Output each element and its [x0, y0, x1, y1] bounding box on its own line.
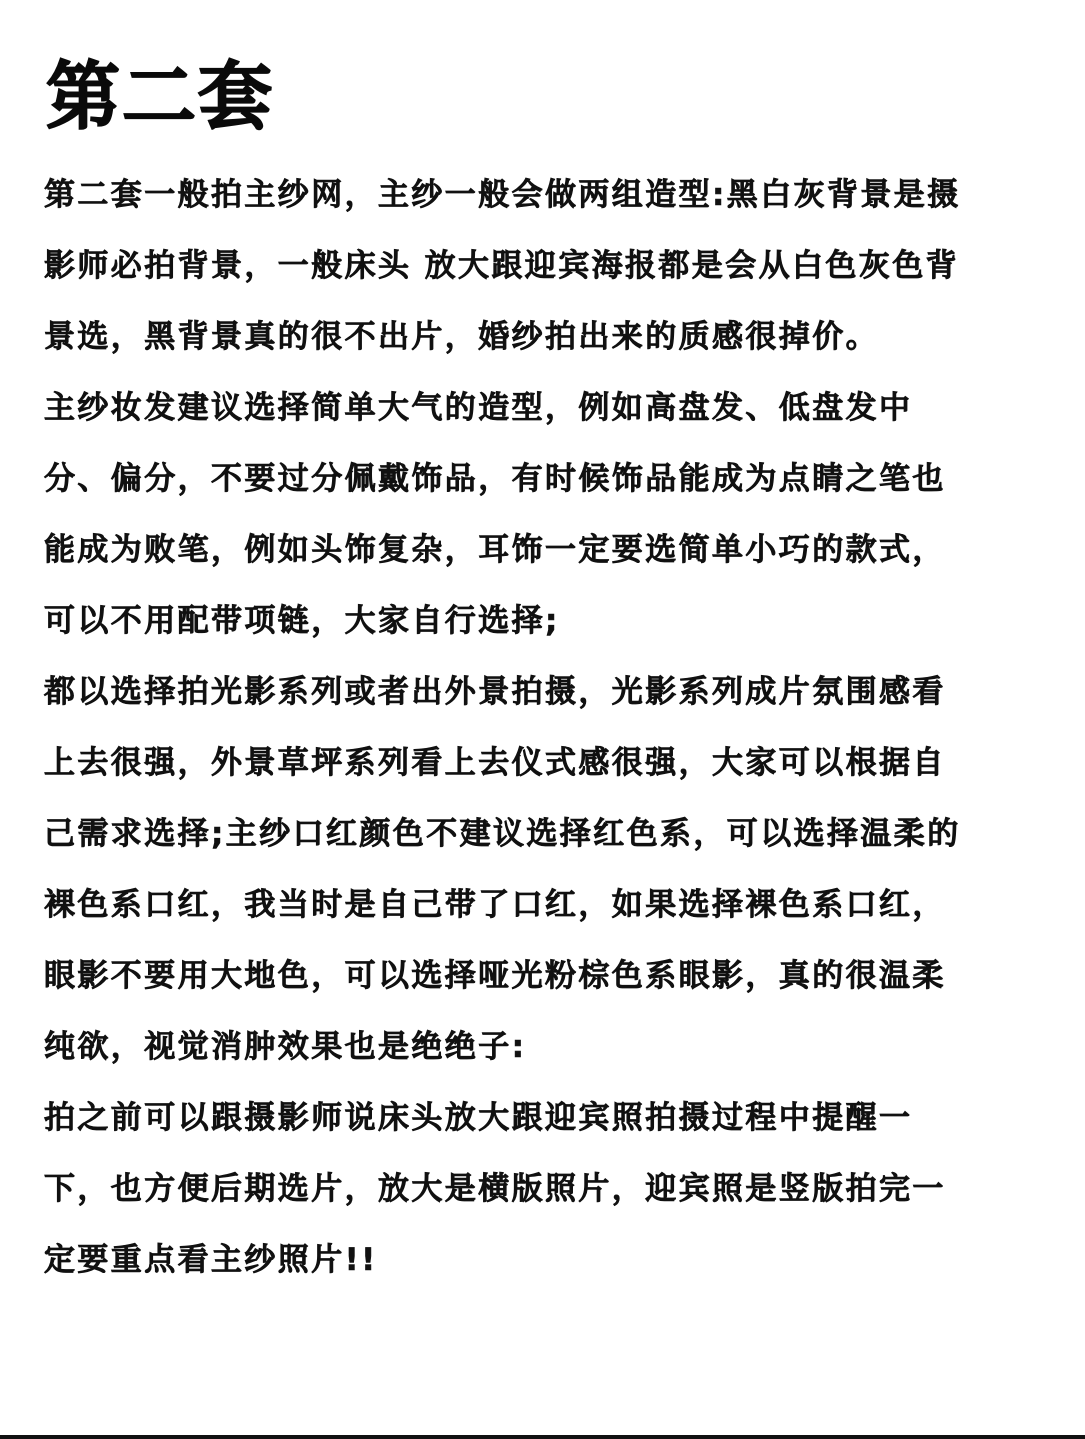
text-line: 下，也方便后期选片，放大是横版照片，迎宾照是竖版拍完一: [44, 1171, 946, 1207]
text-line: 影师必拍背景，一般床头 放大跟迎宾海报都是会从白色灰色背: [44, 248, 959, 284]
text-line: 主纱妆发建议选择简单大气的造型，例如高盘发、低盘发中: [44, 390, 913, 426]
text-line: 上去很强，外景草坪系列看上去仪式感很强，大家可以根据自: [44, 745, 946, 781]
text-line: 都以选择拍光影系列或者出外景拍摄，光影系列成片氛围感看: [44, 674, 946, 710]
text-line: 眼影不要用大地色，可以选择哑光粉棕色系眼影，真的很温柔: [44, 958, 946, 994]
bottom-divider: [0, 1435, 1085, 1439]
text-line: 己需求选择;主纱口红颜色不建议选择红色系，可以选择温柔的: [44, 816, 961, 852]
page-title: 第二套: [46, 54, 274, 140]
text-line: 景选，黑背景真的很不出片，婚纱拍出来的质感很掉价。: [44, 319, 879, 355]
text-line: 纯欲，视觉消肿效果也是绝绝子:: [44, 1029, 527, 1065]
text-line: 拍之前可以跟摄影师说床头放大跟迎宾照拍摄过程中提醒一: [44, 1100, 913, 1136]
text-line: 裸色系口红，我当时是自己带了口红，如果选择裸色系口红，: [44, 887, 946, 923]
text-line: 可以不用配带项链，大家自行选择;: [44, 603, 560, 639]
text-line: 第二套一般拍主纱网，主纱一般会做两组造型:黑白灰背景是摄: [44, 177, 961, 213]
text-line: 定要重点看主纱照片!!: [44, 1242, 378, 1278]
body-text: [44, 160, 1050, 1296]
text-line: 能成为败笔，例如头饰复杂，耳饰一定要选简单小巧的款式，: [44, 532, 946, 568]
text-line: 分、偏分，不要过分佩戴饰品，有时候饰品能成为点睛之笔也: [44, 461, 946, 497]
